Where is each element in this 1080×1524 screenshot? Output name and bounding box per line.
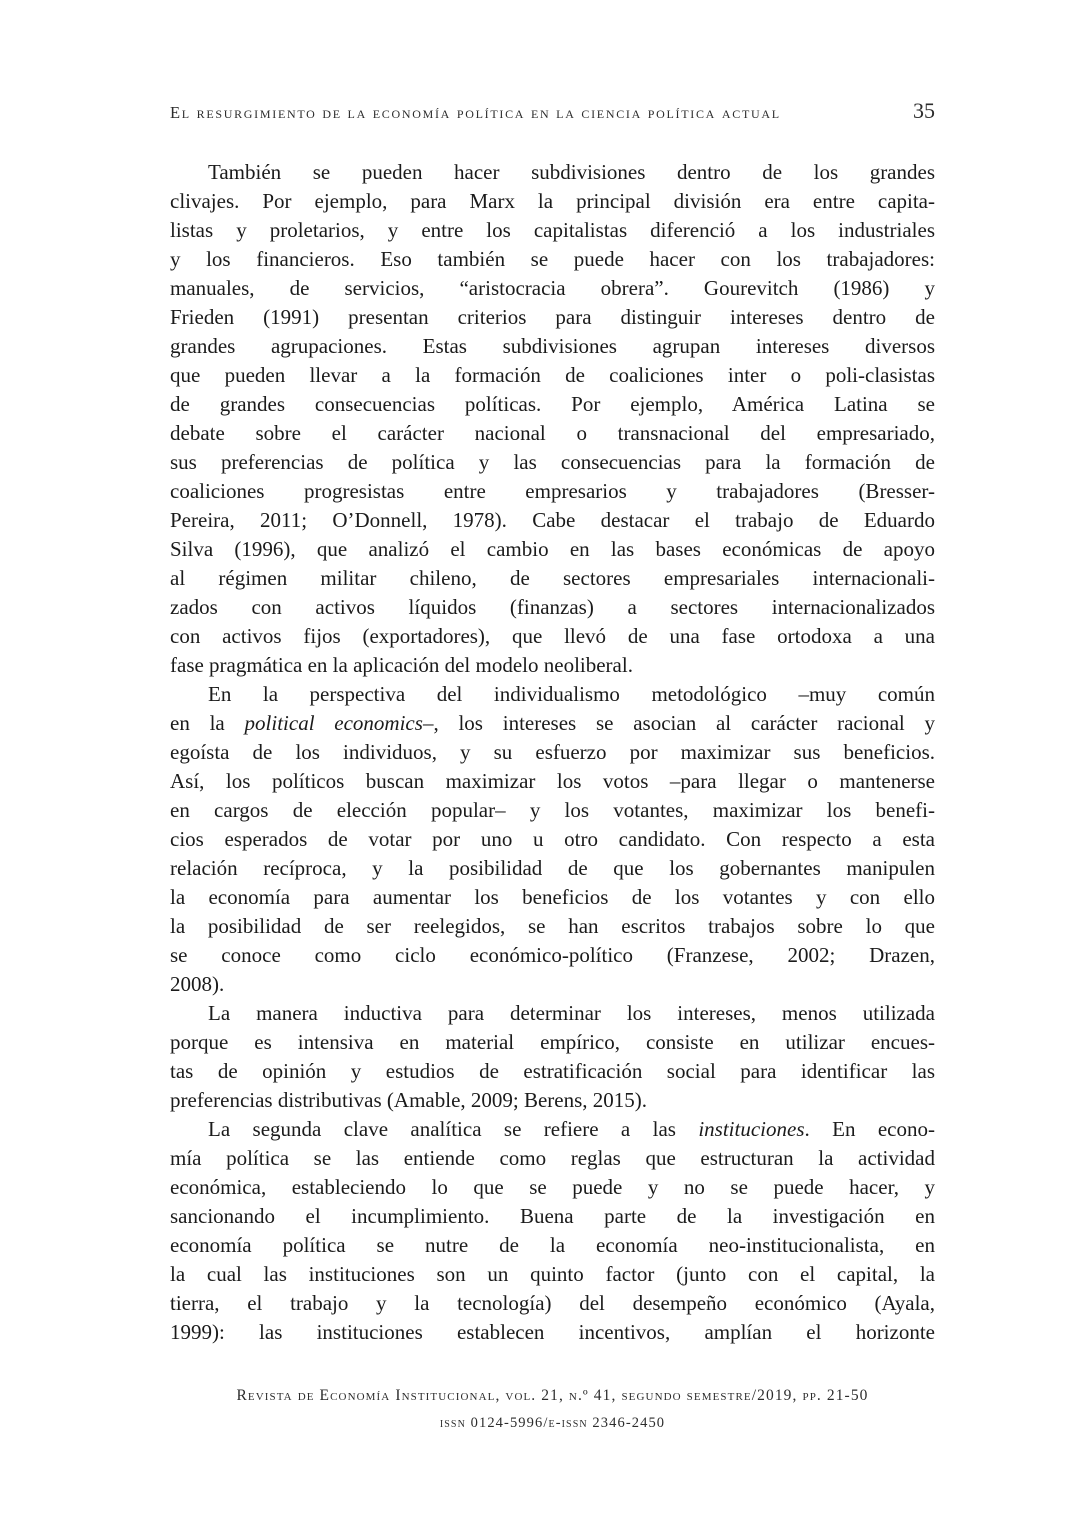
text-run: mía política se las entiende como reglas que estructuran la actividad: [170, 1146, 935, 1170]
text-run: clivajes. Por ejemplo, para Marx la principal división era entre capita-: [170, 189, 935, 213]
body-line: [170, 825, 935, 854]
body-line: [170, 245, 935, 274]
text-run: 2008).: [170, 972, 225, 996]
text-run: cios esperados de votar por uno u otro candidato. Con respecto a esta: [170, 827, 935, 851]
text-run: 1999): las instituciones establecen incentivos, amplían el horizonte: [170, 1320, 935, 1344]
body-line: [170, 1318, 935, 1347]
body-line: [170, 854, 935, 883]
body-line: [170, 970, 935, 999]
body-line: [170, 361, 935, 390]
body-line: [170, 1289, 935, 1318]
body-line: [170, 274, 935, 303]
text-run: que pueden llevar a la formación de coaliciones inter o poli-clasistas: [170, 363, 935, 387]
text-run: –, los intereses se asocian al carácter racional y: [422, 711, 935, 735]
body-line: [170, 158, 935, 187]
body-line: [170, 303, 935, 332]
text-run: manuales, de servicios, “aristocracia obrera”. Gourevitch (1986) y: [170, 276, 935, 300]
text-run: fase pragmática en la aplicación del modelo neoliberal.: [170, 653, 633, 677]
paragraph: [170, 999, 935, 1115]
text-run: la posibilidad de ser reelegidos, se han escritos trabajos sobre lo que: [170, 914, 935, 938]
body-line: [170, 332, 935, 361]
running-header: [170, 98, 935, 124]
body-line: [170, 448, 935, 477]
body-line: [170, 1115, 935, 1144]
body-line: [170, 1260, 935, 1289]
body-line: [170, 216, 935, 245]
text-run: También se pueden hacer subdivisiones dentro de los grandes: [208, 160, 935, 184]
body-line: [170, 912, 935, 941]
text-run: listas y proletarios, y entre los capitalistas diferenció a los industriales: [170, 218, 935, 242]
text-run: y los financieros. Eso también se puede hacer con los trabajadores:: [170, 247, 935, 271]
text-run: grandes agrupaciones. Estas subdivisiones agrupan intereses diversos: [170, 334, 935, 358]
body-line: [170, 1173, 935, 1202]
italic-term: instituciones: [698, 1117, 805, 1141]
running-title: El resurgimiento de la economía política en la ciencia política actual: [170, 103, 781, 122]
text-run: de grandes consecuencias políticas. Por ejemplo, América Latina se: [170, 392, 935, 416]
text-run: economía política se nutre de la economía neo-institucionalista, en: [170, 1233, 935, 1257]
body-line: [170, 506, 935, 535]
text-run: sancionando el incumplimiento. Buena parte de la investigación en: [170, 1204, 935, 1228]
text-run: zados con activos líquidos (finanzas) a sectores internacionalizados: [170, 595, 935, 619]
text-run: . En econo-: [804, 1117, 935, 1141]
paragraph: [170, 1115, 935, 1347]
body-line: [170, 767, 935, 796]
body-line: [170, 1086, 935, 1115]
body-line: [170, 535, 935, 564]
text-run: Pereira, 2011; O’Donnell, 1978). Cabe destacar el trabajo de Eduardo: [170, 508, 935, 532]
text-run: egoísta de los individuos, y su esfuerzo por maximizar sus beneficios.: [170, 740, 935, 764]
text-run: en cargos de elección popular– y los votantes, maximizar los benefi-: [170, 798, 935, 822]
body-line: [170, 680, 935, 709]
text-run: se conoce como ciclo económico-político (Franzese, 2002; Drazen,: [170, 943, 935, 967]
body-line: [170, 941, 935, 970]
text-run: preferencias distributivas (Amable, 2009; Berens, 2015).: [170, 1088, 648, 1112]
body-line: [170, 883, 935, 912]
body-line: [170, 738, 935, 767]
text-run: tierra, el trabajo y la tecnología) del desempeño económico (Ayala,: [170, 1291, 935, 1315]
body-line: [170, 1057, 935, 1086]
text-run: Así, los políticos buscan maximizar los votos –para llegar o mantenerse: [170, 769, 935, 793]
text-run: porque es intensiva en material empírico, consiste en utilizar encues-: [170, 1030, 935, 1054]
text-run: La manera inductiva para determinar los intereses, menos utilizada: [208, 1001, 935, 1025]
body-line: [170, 1231, 935, 1260]
page-number: 35: [913, 98, 935, 123]
text-run: sus preferencias de política y las consecuencias para la formación de: [170, 450, 935, 474]
body-line: [170, 796, 935, 825]
text-run: debate sobre el carácter nacional o transnacional del empresariado,: [170, 421, 935, 445]
text-run: con activos fijos (exportadores), que llevó de una fase ortodoxa a una: [170, 624, 935, 648]
body-line: [170, 390, 935, 419]
body-line: [170, 187, 935, 216]
text-run: coaliciones progresistas entre empresarios y trabajadores (Bresser-: [170, 479, 935, 503]
body-line: [170, 1144, 935, 1173]
text-run: En la perspectiva del individualismo metodológico –muy común: [208, 682, 935, 706]
body-line: [170, 477, 935, 506]
text-run: Silva (1996), que analizó el cambio en las bases económicas de apoyo: [170, 537, 935, 561]
body-line: [170, 651, 935, 680]
text-run: La segunda clave analítica se refiere a las: [208, 1117, 699, 1141]
body-line: [170, 1202, 935, 1231]
body-line: [170, 564, 935, 593]
journal-citation-line: Revista de Economía Institucional, vol. 21, n.º 41, segundo semestre/2019, pp. 21-50: [236, 1387, 869, 1404]
body-line: [170, 1028, 935, 1057]
body-line: [170, 999, 935, 1028]
text-run: tas de opinión y estudios de estratificación social para identificar las: [170, 1059, 935, 1083]
text-run: en la: [170, 711, 245, 735]
body-line: [170, 622, 935, 651]
paragraph: [170, 158, 935, 680]
text-run: la cual las instituciones son un quinto factor (junto con el capital, la: [170, 1262, 935, 1286]
text-run: la economía para aumentar los beneficios de los votantes y con ello: [170, 885, 935, 909]
page-footer: [170, 1382, 935, 1436]
issn-line: issn 0124-5996/e-issn 2346-2450: [439, 1415, 666, 1431]
italic-term: political economics: [244, 711, 423, 735]
body-text: [170, 158, 935, 1347]
text-run: relación recíproca, y la posibilidad de que los gobernantes manipulen: [170, 856, 935, 880]
text-run: económica, estableciendo lo que se puede y no se puede hacer, y: [170, 1175, 935, 1199]
text-run: al régimen militar chileno, de sectores empresariales internacionali-: [170, 566, 935, 590]
body-line: [170, 593, 935, 622]
body-line: [170, 419, 935, 448]
text-run: Frieden (1991) presentan criterios para distinguir intereses dentro de: [170, 305, 935, 329]
paragraph: [170, 680, 935, 999]
body-line: [170, 709, 935, 738]
